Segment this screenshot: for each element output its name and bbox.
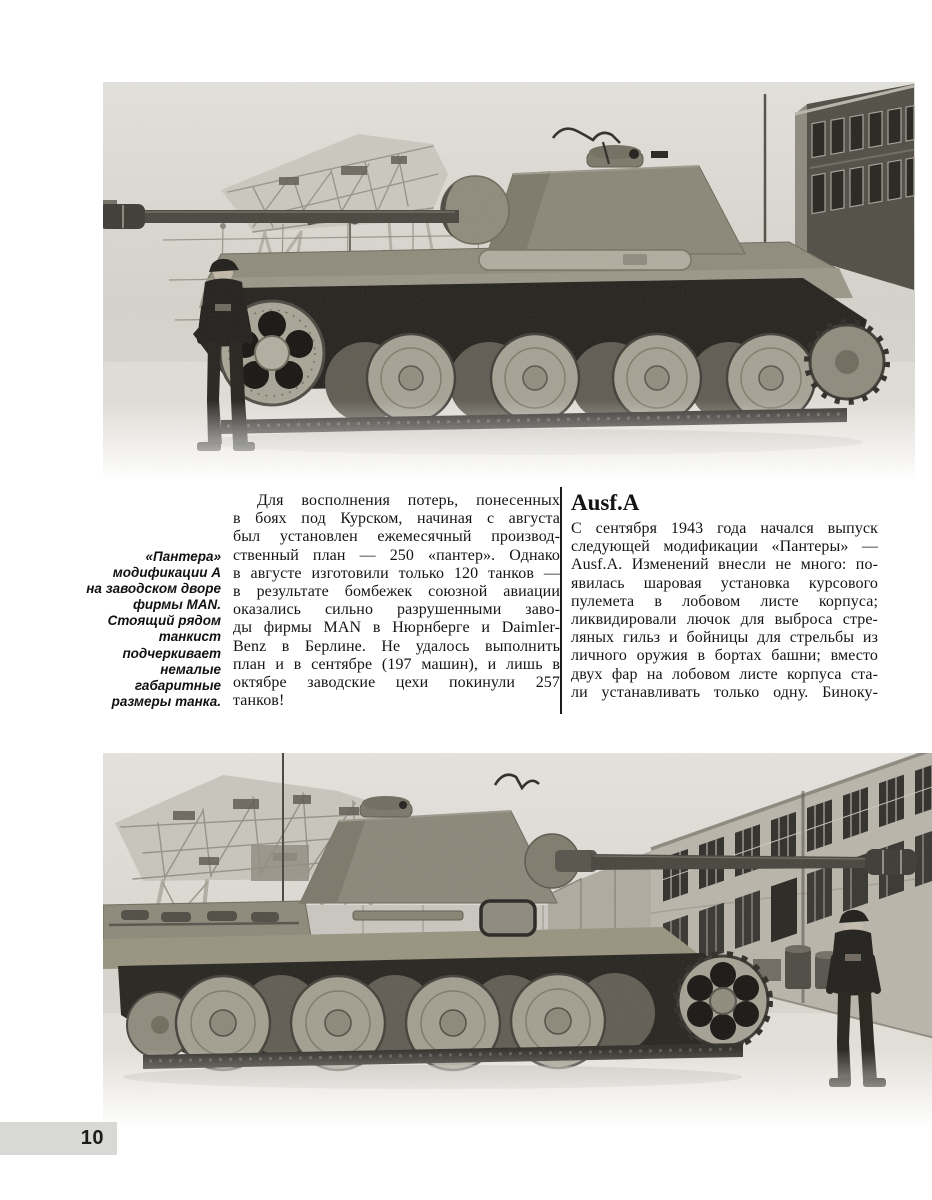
text-line: пулемета в лобовом листе корпуса; [571,592,878,610]
text-line: оказались сильно разрушенными заво- [233,601,560,619]
photo-bottom-fade [103,400,915,482]
text-line: ляных гильз и бойницы для стрельбы из [571,629,878,647]
text-line: Для восполнения потерь, понесенных [257,492,560,509]
body-column-right [571,490,878,702]
text-line: танкист [158,629,221,645]
section-heading-ausf-a: Ausf.A [571,490,640,515]
text-line: размеры танка. [111,693,221,709]
body-column-right-text [571,520,878,702]
text-line: Ausf.A. Изменений внесли не много: по- [571,556,878,574]
text-line: Benz в Берлине. Не удалось выполнить [233,637,560,655]
text-line: ли устанавливать только одну. Биноку- [571,683,878,701]
body-column-middle [233,492,560,710]
text-line: следующей модификации «Пантеры» — [571,538,878,556]
text-line: ды фирмы MAN в Нюрнберге и Daimler- [233,619,560,637]
text-line: в боях под Курском, начиная с августа [233,510,560,528]
photo-panther-factory-yard-bottom [103,753,932,1128]
text-line: в результате бомбежек союзной авиации [233,583,560,601]
text-line: ственный план — 250 «пантер». Однако [233,546,560,564]
text-line: «Пантера» [145,549,221,564]
text-line: немалые [160,661,221,677]
page-number-bar [0,1122,117,1155]
text-line: габаритные [134,677,221,693]
text-line: танков! [233,692,285,710]
text-line: план и в сентябре (197 машин), и лишь в [233,655,560,673]
text-line: на заводском дворе [86,581,221,597]
text-line: в августе изготовили только 120 танков — [233,564,560,582]
column-divider-rule [560,487,562,714]
photo-caption [63,549,221,710]
text-line: ликвидировали лючок для выброса стре- [571,611,878,629]
text-line: С сентября 1943 года начался выпуск [571,520,878,537]
text-line: явилась шаровая установка курсового [571,574,878,592]
text-line: фирмы MAN. [132,597,221,613]
text-line: октябре заводские цехи покинули 257 [233,674,560,692]
photo-bottom-fade [103,1049,932,1128]
photo-panther-factory-yard-top [103,82,915,482]
text-line: Стоящий рядом [107,613,221,629]
text-line: был установлен ежемесячный производ- [233,528,560,546]
text-line: двух фар на лобовом листе корпуса ста- [571,665,878,683]
text-line: подчеркивает [122,645,221,661]
text-line: личного оружия в бортах башни; вместо [571,647,878,665]
page-number: 10 [80,1127,104,1149]
text-line: модификации А [112,565,221,581]
